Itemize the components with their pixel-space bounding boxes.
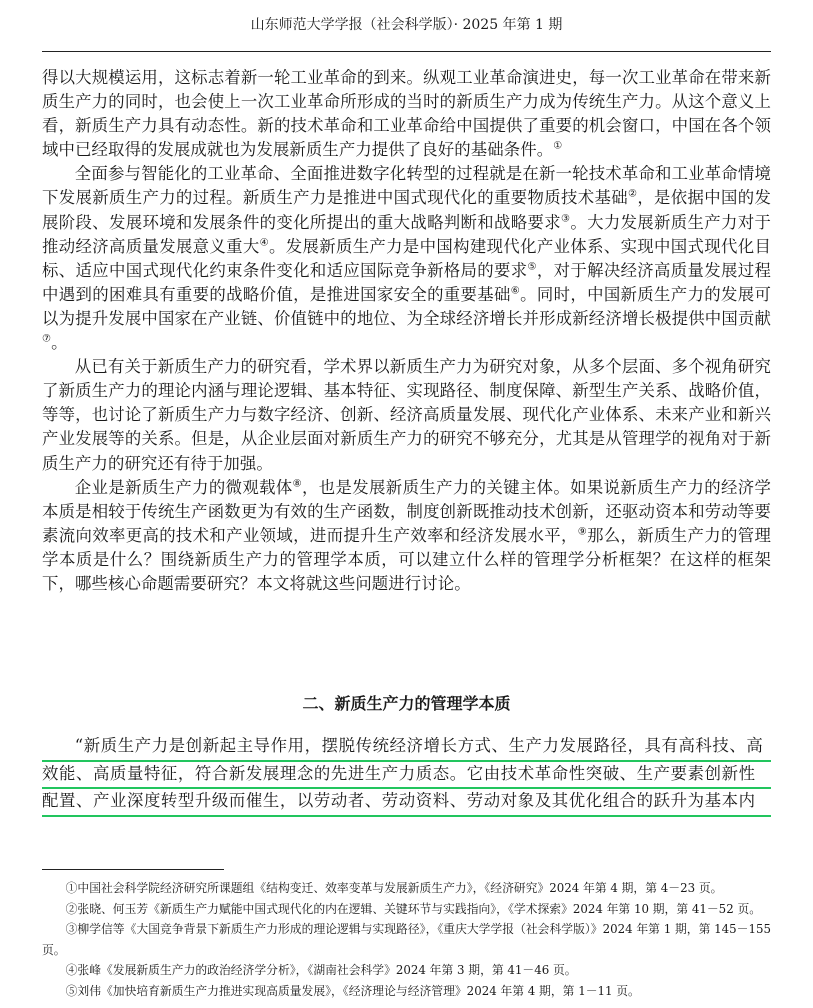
quote-line-2: 效能、高质量特征，符合新发展理念的先进生产力质态。它由技术革命性突破、生产要素创新性 xyxy=(42,762,771,790)
footnote-ref-9[interactable]: ⑨ xyxy=(577,526,588,538)
footnote-3: ③柳学信等《大国竞争背景下新质生产力形成的理论逻辑与实现路径》，《重庆大学学报（社会科学版）》2024 年第 1 期，第 145－155 页。 xyxy=(42,922,771,957)
footnote-1: ①中国社会科学院经济研究所课题组《结构变迁、效率变革与发展新质生产力》，《经济研究》2024 年第 4 期，第 4－23 页。 xyxy=(65,881,723,895)
footnotes xyxy=(42,878,771,1001)
paragraph-1: 得以大规模运用，这标志着新一轮工业革命的到来。纵观工业革命演进史，每一次工业革命在带来新质生产力的同时，也会使上一次工业革命所形成的当时的新质生产力成为传统生产力。从这个意义上看，新质生产力具有动态性。新的技术革命和工业革命给中国提供了重要的机会窗口，中国在各个领域中已经取得的发展成就也为发展新质生产力提供了良好的基础条件。① xyxy=(42,68,771,160)
running-header xyxy=(42,14,771,52)
footnote-5: ⑤刘伟《加快培育新质生产力推进实现高质量发展》，《经济理论与经济管理》2024 年第 4 期，第 1－11 页。 xyxy=(65,983,640,998)
paragraph-2: 全面参与智能化的工业革命、全面推进数字化转型的过程就是在新一轮技术革命和工业革命情境下发展新质生产力的过程。新质生产力是推进中国式现代化的重要物质技术基础②，是依据中国的发展阶段、发展环境和发展条件的变化所提出的重大战略判断和战略要求③。大力发展新质生产力对于推动经济高质量发展意义重大④。发展新质生产力是中国构建现代化产业体系、实现中国式现代化目标、适应中国式现代化约束条件变化和适应国际竞争新格局的要求⑤，对于解决经济高质量发展过程中遇到的困难具有重要的战略价值，是推进国家安全的重要基础⑥。同时，中国新质生产力的发展可以为提升发展中国家在产业链、价值链中的地位、为全球经济增长并形成新经济增长极提供中国贡献⑦。 xyxy=(42,164,771,353)
footnote-ref-2[interactable]: ② xyxy=(627,189,638,200)
journal-running-title: 山东师范大学学报（社会科学版）· 2025 年第 1 期 xyxy=(250,17,563,33)
footnote-divider xyxy=(42,869,224,870)
footnote-ref-1[interactable]: ① xyxy=(553,140,563,152)
quote-line-3: 配置、产业深度转型升级而催生，以劳动者、劳动资料、劳动对象及其优化组合的跃升为基本内 xyxy=(42,789,771,817)
footnote-ref-4[interactable]: ④ xyxy=(259,237,269,249)
footnote-ref-6[interactable]: ⑥ xyxy=(510,285,521,297)
quote-line-1: “新质生产力是创新起主导作用，摆脱传统经济增长方式、生产力发展路径，具有高科技、高 xyxy=(42,734,771,762)
footnote-2: ②张晓、何玉芳《新质生产力赋能中国式现代化的内在逻辑、关键环节与实践指向》，《学术探索》2024 年第 10 期，第 41－52 页。 xyxy=(65,901,762,916)
footnote-ref-7[interactable]: ⑦ xyxy=(42,333,52,345)
article-body xyxy=(42,66,771,596)
highlighted-quote xyxy=(42,734,771,817)
footnote-ref-3[interactable]: ③ xyxy=(561,213,571,225)
footnote-4: ④张峰《发展新质生产力的政治经济学分析》，《湖南社会科学》2024 年第 3 期，第 41－46 页。 xyxy=(65,963,577,977)
section-heading: 二、新质生产力的管理学本质 xyxy=(302,694,511,713)
paragraph-3: 从已有关于新质生产力的研究看，学术界以新质生产力为研究对象，从多个层面、多个视角研究了新质生产力的理论内涵与理论逻辑、基本特征、实现路径、制度保障、新型生产关系、战略价值，等等，也讨论了新质生产力与数字经济、创新、经济高质量发展、现代化产业体系、未来产业和新兴产业发展等的关系。但是，从企业层面对新质生产力的研究不够充分，尤其是从管理学的视角对于新质生产力的研究还有待于加强。 xyxy=(42,357,771,473)
paragraph-4: 企业是新质生产力的微观载体⑧，也是发展新质生产力的关键主体。如果说新质生产力的经济学本质是相较于传统生产函数更为有效的生产函数，制度创新既推动技术创新，还驱动资本和劳动等要素流向效率更高的技术和产业领域，进而提升生产效率和经济发展水平，⑨那么，新质生产力的管理学本质是什么？围绕新质生产力的管理学本质，可以建立什么样的管理学分析框架？在这样的框架下，哪些核心命题需要研究？本文将就这些问题进行讨论。 xyxy=(42,477,771,593)
footnote-ref-5[interactable]: ⑤ xyxy=(527,261,537,273)
footnote-ref-8[interactable]: ⑧ xyxy=(292,478,303,490)
